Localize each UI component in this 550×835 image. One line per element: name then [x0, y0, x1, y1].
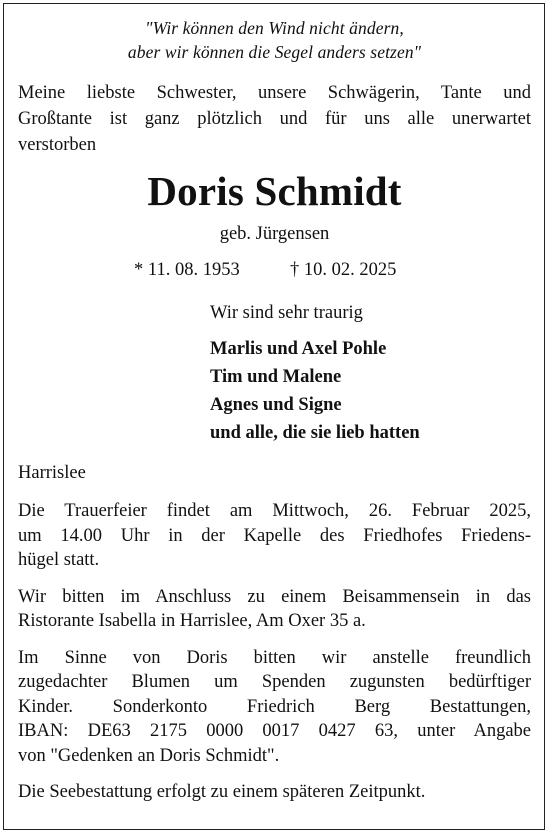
obituary-notice — [18, 16, 531, 805]
funeral-line: hügel statt. — [18, 550, 100, 570]
deceased-name: Doris Schmidt — [147, 168, 402, 214]
mourner-entry: Marlis und Axel Pohle — [210, 339, 387, 359]
birth-date: * 11. 08. 1953 — [134, 260, 240, 280]
quote-line: "Wir können den Wind nicht ändern, — [145, 18, 404, 38]
donation-line: IBAN: DE63 2175 0000 0017 0427 63, unter Angabe — [18, 721, 531, 741]
donation-line: Im Sinne von Doris bitten wir anstelle freundlich — [18, 647, 531, 668]
burial-line: Die Seebestattung erfolgt zu einem späteren Zeitpunkt. — [18, 782, 426, 802]
place-name: Harrislee — [18, 463, 86, 483]
burial-info — [18, 780, 531, 805]
intro-line: Großtante ist ganz plötzlich und für uns alle unerwartet — [18, 109, 531, 129]
mourners-names — [210, 335, 531, 447]
funeral-line: um 14.00 Uhr in der Kapelle des Friedhofes Friedens- — [18, 525, 531, 546]
gathering-line: Wir bitten im Anschluss zu einem Beisammensein in das — [18, 586, 531, 607]
funeral-line: Die Trauerfeier findet am Mittwoch, 26. Februar 2025, — [18, 501, 531, 521]
intro-line: verstorben — [18, 135, 97, 155]
gathering-info — [18, 585, 531, 634]
life-dates — [18, 258, 531, 282]
intro-text — [18, 80, 531, 158]
mourners-lead: Wir sind sehr traurig — [210, 303, 363, 323]
gathering-line: Ristorante Isabella in Harrislee, Am Oxer 35 a. — [18, 611, 366, 631]
donation-line: zugedachter Blumen um Spenden zugunsten bedürftiger — [18, 672, 531, 692]
quote-line: aber wir können die Segel anders setzen" — [127, 42, 422, 62]
epigraph-quote — [18, 16, 531, 64]
donation-line: Kinder. Sonderkonto Friedrich Berg Bestattungen, — [18, 696, 531, 717]
mourner-entry: und alle, die sie lieb hatten — [210, 423, 420, 443]
birth-name: geb. Jürgensen — [219, 224, 330, 244]
mourner-entry: Agnes und Signe — [210, 395, 342, 415]
donation-info — [18, 646, 531, 769]
death-date: † 10. 02. 2025 — [290, 260, 397, 280]
mourners-block — [210, 301, 531, 447]
mourner-entry: Tim und Malene — [210, 367, 342, 387]
donation-line: von "Gedenken an Doris Schmidt". — [18, 745, 280, 766]
funeral-info — [18, 499, 531, 573]
intro-line: Meine liebste Schwester, unsere Schwägerin, Tante und — [18, 83, 531, 103]
